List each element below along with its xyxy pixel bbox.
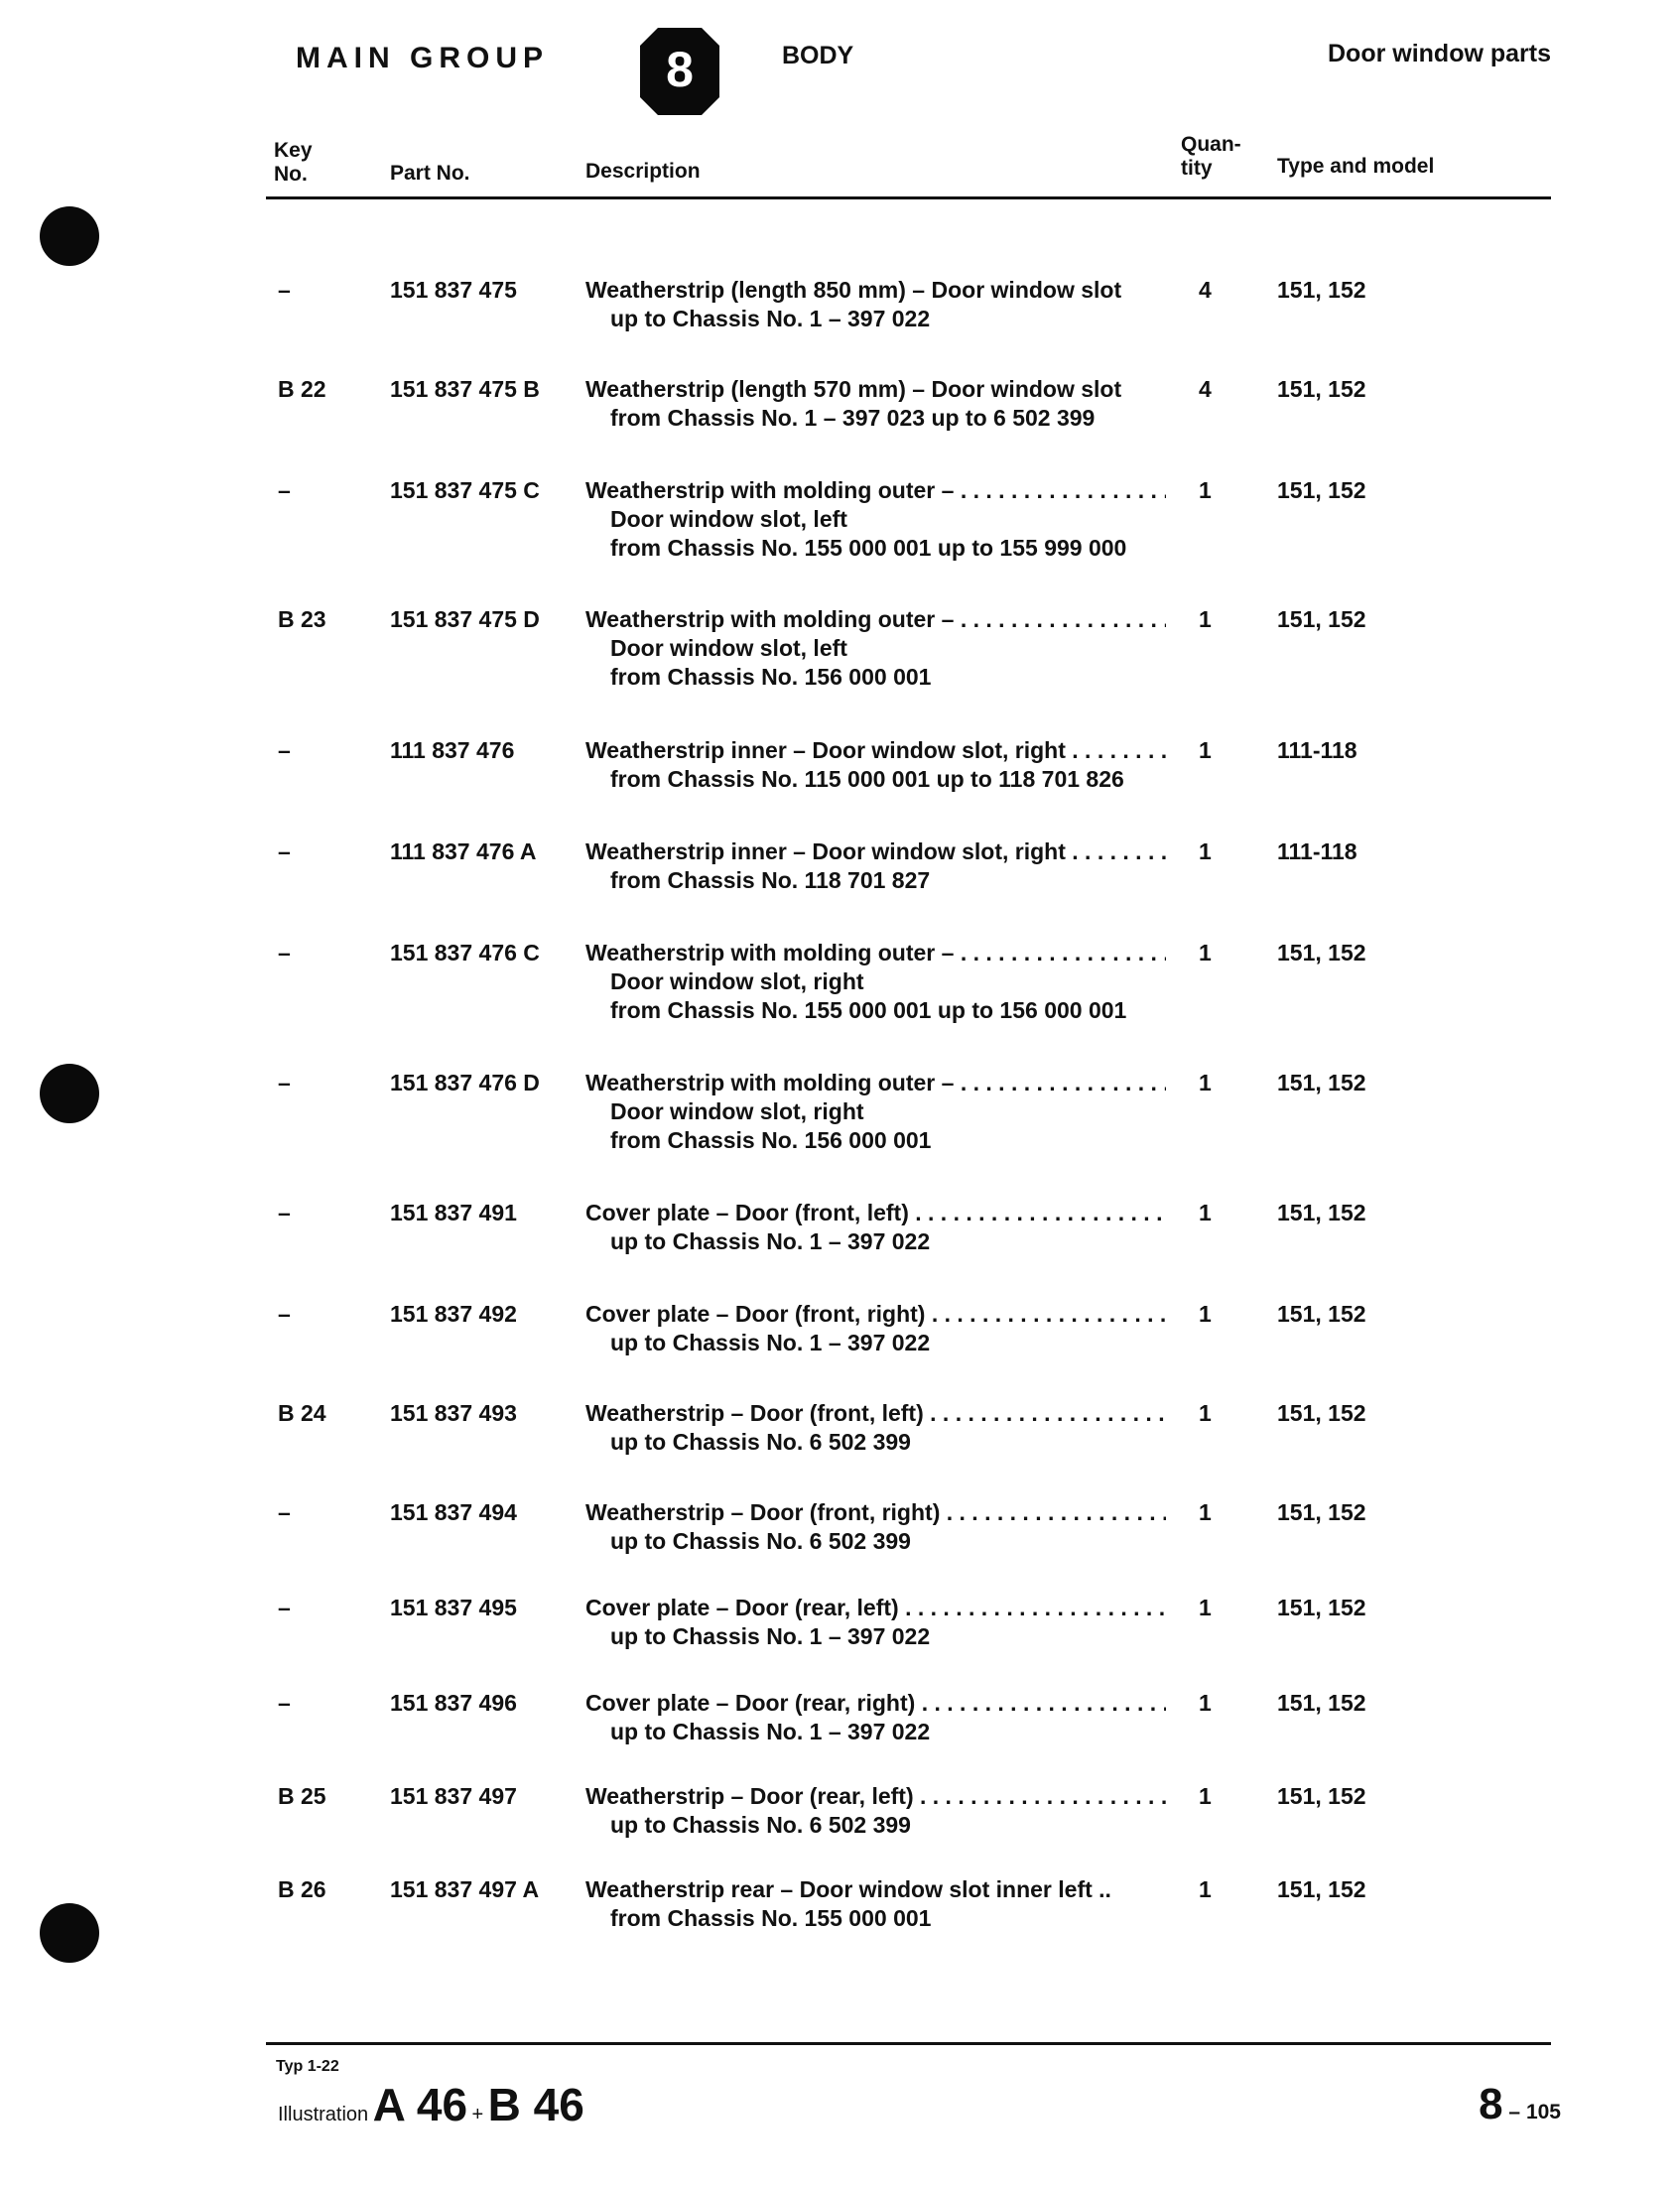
row-quantity: 1 — [1199, 940, 1212, 965]
row-quantity: 1 — [1199, 1400, 1212, 1426]
row-quantity: 1 — [1199, 1200, 1212, 1225]
row-description — [585, 1689, 1166, 1746]
row-quantity: 4 — [1199, 277, 1212, 303]
row-description — [585, 1069, 1166, 1155]
row-quantity: 1 — [1199, 1301, 1212, 1327]
row-type-model: 151, 152 — [1277, 1400, 1366, 1426]
row-description — [585, 939, 1166, 1025]
row-quantity: 1 — [1199, 1783, 1212, 1809]
column-description: Description — [585, 160, 701, 183]
illustration-a: A 46 — [372, 2079, 468, 2130]
row-description-line: up to Chassis No. 6 502 399 — [610, 1429, 911, 1455]
row-key-no: B 22 — [278, 376, 326, 402]
row-description-line: from Chassis No. 118 701 827 — [610, 867, 931, 893]
row-quantity: 1 — [1199, 1690, 1212, 1716]
row-description-line: up to Chassis No. 1 – 397 022 — [610, 306, 931, 331]
row-key-no: – — [278, 1301, 291, 1327]
group-number: 8 — [666, 42, 694, 97]
row-description — [585, 276, 1166, 333]
row-description — [585, 605, 1166, 692]
row-key-no: – — [278, 838, 291, 864]
row-description-line: up to Chassis No. 1 – 397 022 — [610, 1623, 931, 1649]
row-description-line: Cover plate – Door (rear, left) . . . — [585, 1594, 1166, 1622]
row-type-model: 151, 152 — [1277, 1301, 1366, 1327]
row-description-line: from Chassis No. 155 000 001 — [610, 1905, 932, 1931]
row-description-line: up to Chassis No. 1 – 397 022 — [610, 1719, 931, 1744]
row-key-no: – — [278, 1595, 291, 1620]
row-key-no: B 26 — [278, 1876, 326, 1902]
row-description-line: up to Chassis No. 6 502 399 — [610, 1812, 911, 1838]
row-type-model: 151, 152 — [1277, 1783, 1366, 1809]
row-description-line: Door window slot, left — [610, 635, 847, 661]
binder-hole-top — [40, 206, 99, 266]
row-description-line: Weatherstrip (length 850 mm) – Door window slot — [585, 277, 1122, 303]
column-part-no: Part No. — [390, 162, 470, 185]
row-part-no: 151 837 497 — [390, 1783, 517, 1809]
row-quantity: 1 — [1199, 1070, 1212, 1095]
row-part-no: 151 837 476 C — [390, 940, 540, 965]
row-description-line: from Chassis No. 156 000 001 — [610, 664, 932, 690]
row-description — [585, 736, 1166, 794]
row-description — [585, 1594, 1166, 1651]
row-key-no: – — [278, 1499, 291, 1525]
row-description-line: Cover plate – Door (front, right) . . . — [585, 1300, 1166, 1329]
illustration-b: B 46 — [487, 2079, 584, 2130]
illustration-plus: + — [471, 2104, 484, 2125]
row-description — [585, 1782, 1166, 1840]
row-description-line: Cover plate – Door (front, left) . . . — [585, 1199, 1166, 1227]
row-key-no: – — [278, 277, 291, 303]
row-description-line: from Chassis No. 155 000 001 up to 155 999 000 — [610, 535, 1127, 561]
row-description-line: Weatherstrip – Door (rear, left) . . . — [585, 1782, 1166, 1811]
row-description — [585, 1199, 1166, 1256]
row-description-line: from Chassis No. 156 000 001 — [610, 1127, 932, 1153]
group-name: BODY — [782, 42, 854, 69]
row-description-line: Weatherstrip with molding outer – . . . — [585, 1069, 1166, 1097]
row-type-model: 151, 152 — [1277, 1200, 1366, 1225]
row-part-no: 151 837 475 — [390, 277, 517, 303]
row-type-model: 111-118 — [1277, 838, 1357, 864]
row-description-line: from Chassis No. 115 000 001 up to 118 701 826 — [610, 766, 1124, 792]
row-part-no: 151 837 475 D — [390, 606, 540, 632]
binder-hole-middle — [40, 1064, 99, 1123]
row-quantity: 1 — [1199, 606, 1212, 632]
row-part-no: 151 837 497 A — [390, 1876, 540, 1902]
row-key-no: – — [278, 477, 291, 503]
row-quantity: 1 — [1199, 1876, 1212, 1902]
page-group: 8 — [1479, 2080, 1503, 2128]
row-part-no: 151 837 475 B — [390, 376, 540, 402]
row-key-no: – — [278, 737, 291, 763]
row-part-no: 151 837 496 — [390, 1690, 517, 1716]
header-rule — [266, 196, 1551, 199]
group-number-badge — [640, 28, 719, 115]
row-type-model: 151, 152 — [1277, 1499, 1366, 1525]
row-type-model: 151, 152 — [1277, 1070, 1366, 1095]
row-description — [585, 375, 1166, 433]
row-description-line: Door window slot, right — [610, 1098, 864, 1124]
row-quantity: 1 — [1199, 477, 1212, 503]
column-quantity-line1: Quan- — [1181, 133, 1241, 156]
row-type-model: 151, 152 — [1277, 606, 1366, 632]
row-description-line: Weatherstrip (length 570 mm) – Door window slot — [585, 376, 1122, 402]
typ-label: Typ 1-22 — [276, 2058, 339, 2075]
row-type-model: 151, 152 — [1277, 376, 1366, 402]
row-key-no: – — [278, 1200, 291, 1225]
row-description — [585, 1875, 1166, 1933]
binder-hole-bottom — [40, 1903, 99, 1963]
row-part-no: 111 837 476 — [390, 737, 515, 763]
page-separator: – — [1502, 2101, 1526, 2123]
row-key-no: – — [278, 1690, 291, 1716]
row-quantity: 1 — [1199, 1595, 1212, 1620]
illustration-label: Illustration — [278, 2104, 369, 2125]
row-description-line: from Chassis No. 1 – 397 023 up to 6 502 399 — [610, 405, 1096, 431]
row-quantity: 1 — [1199, 737, 1212, 763]
row-description-line: Weatherstrip inner – Door window slot, right . . . — [585, 736, 1166, 765]
row-type-model: 151, 152 — [1277, 1690, 1366, 1716]
row-description-line: Weatherstrip – Door (front, right) . . . — [585, 1498, 1166, 1527]
row-description-line: Door window slot, right — [610, 968, 864, 994]
row-description — [585, 476, 1166, 563]
row-description — [585, 1498, 1166, 1556]
row-type-model: 151, 152 — [1277, 477, 1366, 503]
row-description — [585, 837, 1166, 895]
page-number — [1479, 2080, 1561, 2129]
row-description — [585, 1300, 1166, 1357]
main-group-label: MAIN GROUP — [296, 42, 549, 74]
row-description-line: Door window slot, left — [610, 506, 847, 532]
column-key-no — [274, 139, 313, 187]
column-type-model: Type and model — [1277, 155, 1435, 178]
page-header — [0, 40, 1680, 109]
row-part-no: 151 837 475 C — [390, 477, 540, 503]
row-description-line: Weatherstrip with molding outer – . . . — [585, 939, 1166, 967]
row-key-no: B 23 — [278, 606, 326, 632]
row-description-line: Weatherstrip with molding outer – . . . — [585, 605, 1166, 634]
column-key-no-line2: No. — [274, 163, 308, 186]
row-type-model: 111-118 — [1277, 737, 1357, 763]
row-part-no: 151 837 493 — [390, 1400, 517, 1426]
illustration-ref — [278, 2078, 584, 2131]
row-type-model: 151, 152 — [1277, 1876, 1366, 1902]
row-description-line: Weatherstrip inner – Door window slot, right . . . — [585, 837, 1166, 866]
row-key-no: B 24 — [278, 1400, 326, 1426]
row-quantity: 1 — [1199, 1499, 1212, 1525]
row-description-line: up to Chassis No. 1 – 397 022 — [610, 1228, 931, 1254]
row-description-line: Weatherstrip rear – Door window slot inner left .. — [585, 1876, 1111, 1902]
row-part-no: 151 837 491 — [390, 1200, 517, 1225]
row-description-line: Weatherstrip with molding outer – . . . — [585, 476, 1166, 505]
row-type-model: 151, 152 — [1277, 940, 1366, 965]
row-description-line: Weatherstrip – Door (front, left) . . . — [585, 1399, 1166, 1428]
row-part-no: 151 837 494 — [390, 1499, 517, 1525]
footer-rule — [266, 2042, 1551, 2045]
row-part-no: 151 837 495 — [390, 1595, 517, 1620]
page-number-value: 105 — [1525, 2101, 1561, 2123]
column-quantity-line2: tity — [1181, 157, 1213, 180]
row-key-no: B 25 — [278, 1783, 326, 1809]
row-key-no: – — [278, 940, 291, 965]
row-type-model: 151, 152 — [1277, 277, 1366, 303]
column-quantity — [1181, 133, 1241, 181]
row-description-line: Cover plate – Door (rear, right) . . . — [585, 1689, 1166, 1718]
row-part-no: 111 837 476 A — [390, 838, 537, 864]
row-description-line: from Chassis No. 155 000 001 up to 156 000 001 — [610, 997, 1127, 1023]
section-title: Door window parts — [1328, 40, 1551, 67]
row-description-line: up to Chassis No. 6 502 399 — [610, 1528, 911, 1554]
row-type-model: 151, 152 — [1277, 1595, 1366, 1620]
row-description-line: up to Chassis No. 1 – 397 022 — [610, 1330, 931, 1355]
row-key-no: – — [278, 1070, 291, 1095]
row-description — [585, 1399, 1166, 1457]
row-quantity: 1 — [1199, 838, 1212, 864]
row-quantity: 4 — [1199, 376, 1212, 402]
row-part-no: 151 837 492 — [390, 1301, 517, 1327]
column-key-no-line1: Key — [274, 139, 313, 162]
row-part-no: 151 837 476 D — [390, 1070, 540, 1095]
